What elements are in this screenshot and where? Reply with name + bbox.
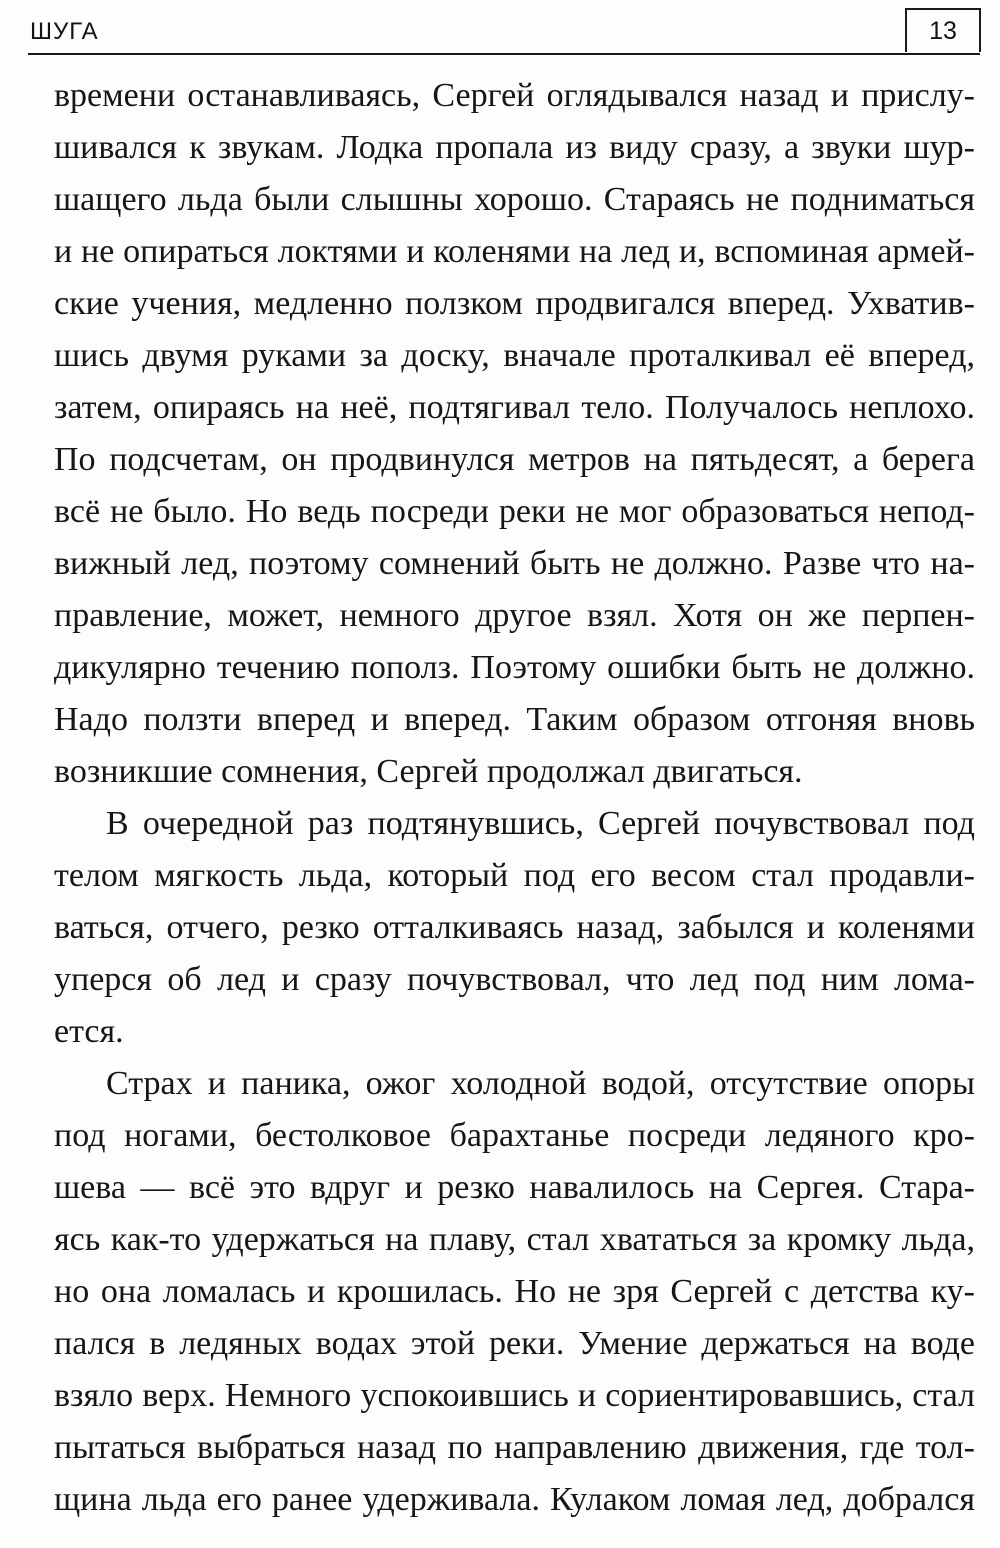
paragraph-start-line: В очередной раз подтянувшись, Сергей почувствовал под [106,805,975,842]
text-line: шивался к звукам. Лодка пропала из виду сразу, а звуки шур- [54,129,975,166]
page-number-box [905,8,981,52]
text-line: всё не было. Но ведь посреди реки не мог образоваться непод- [54,493,975,530]
text-line: затем, опираясь на неё, подтягивал тело. Получалось неплохо. [54,389,975,426]
text-line: дикулярно течению пополз. Поэтому ошибки быть не должно. [54,649,975,686]
text-line: взяло верх. Немного успокоившись и сориентировавшись, стал [54,1377,975,1414]
text-line: под ногами, бестолковое барахтанье посреди ледяного кро- [54,1117,975,1154]
text-line: ские учения, медленно ползком продвигался вперед. Ухватив- [54,285,975,322]
paragraph-end-line: ется. [54,1013,124,1050]
text-line: и не опираться локтями и коленями на лед и, вспоминая армей- [54,233,975,270]
book-title: ШУГА [30,18,99,45]
text-line: Надо ползти вперед и вперед. Таким образом отгоняя вновь [54,701,975,738]
running-header [0,0,1000,60]
text-line: шись двумя руками за доску, вначале проталкивал её вперед, [54,337,975,374]
text-line: щина льда его ранее удерживала. Кулаком ломая лед, добрался [54,1481,975,1518]
header-rule [28,53,980,55]
text-line: вижный лед, поэтому сомнений быть не должно. Разве что на- [54,545,975,582]
text-line: уперся об лед и сразу почувствовал, что лед под ним лома- [54,961,975,998]
body-text [54,70,975,1526]
paragraph-start-line: Страх и паника, ожог холодной водой, отсутствие опоры [106,1065,975,1102]
text-line: По подсчетам, он продвинулся метров на пятьдесят, а берега [54,441,975,478]
text-line: ясь как-то удержаться на плаву, стал хвататься за кромку льда, [54,1221,975,1258]
text-line: времени останавливаясь, Сергей оглядывался назад и прислу- [54,77,975,114]
text-line: шева — всё это вдруг и резко навалилось на Сергея. Стара- [54,1169,975,1206]
paragraph-end-line: возникшие сомнения, Сергей продолжал двигаться. [54,753,803,790]
text-line: телом мягкость льда, который под его весом стал продавли- [54,857,975,894]
text-line: пытаться выбраться назад по направлению движения, где тол- [54,1429,975,1466]
text-line: пался в ледяных водах этой реки. Умение держаться на воде [54,1325,975,1362]
text-line: ваться, отчего, резко отталкиваясь назад, забылся и коленями [54,909,975,946]
text-line: шащего льда были слышны хорошо. Стараясь не подниматься [54,181,975,218]
page-number: 13 [929,16,957,45]
text-line: правление, может, немного другое взял. Хотя он же перпен- [54,597,975,634]
text-line: но она ломалась и крошилась. Но не зря Сергей с детства ку- [54,1273,975,1310]
